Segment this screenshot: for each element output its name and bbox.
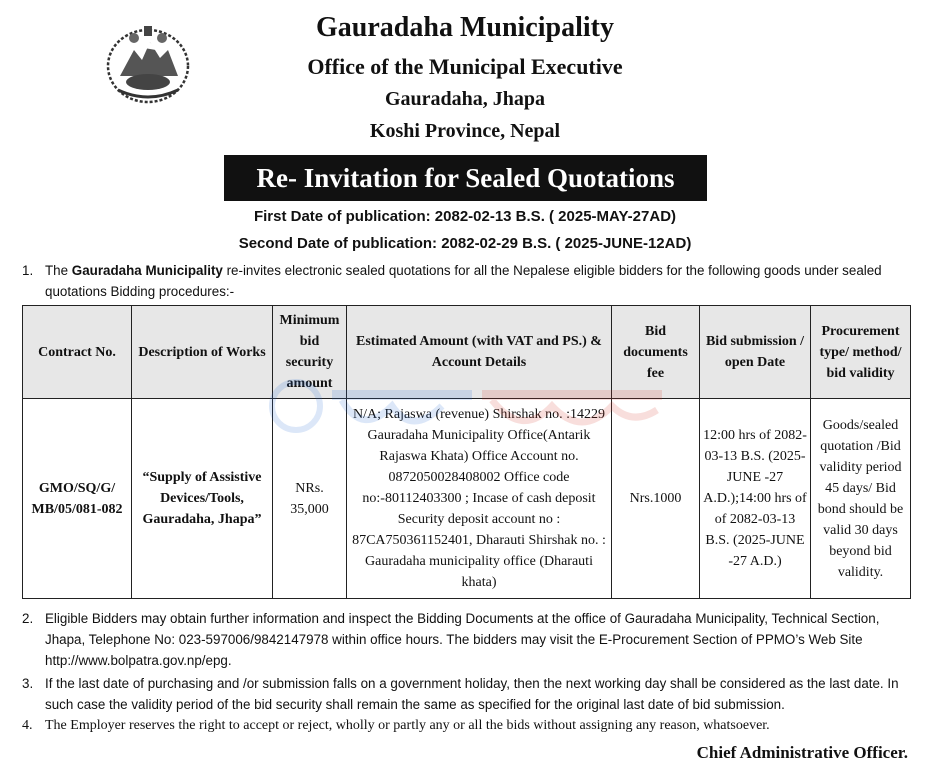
header-procurement-type: Procurement type/ method/ bid validity (811, 306, 911, 399)
second-publication-date: Second Date of publication: 2082-02-29 B.S. ( 2025-JUNE-12AD) (238, 235, 692, 252)
paragraph-1-number: 1. (22, 263, 34, 278)
cell-submission-date: 12:00 hrs of 2082-03-13 B.S. (2025-JUNE -27 A.D.);14:00 hrs of of 2082-03-13 B.S. (2025-JUNE -27 A.D.) (700, 399, 811, 599)
first-publication-date: First Date of publication: 2082-02-13 B.S. ( 2025-MAY-27AD) (253, 208, 677, 225)
paragraph-4-text: The Employer reserves the right to accept or reject, wholly or partly any or all the bids without assigning any reason, whatsoever. (45, 718, 770, 733)
paragraph-1-bold: Gauradaha Municipality (71, 263, 223, 278)
cell-contract-no: GMO/SQ/G/ MB/05/081-082 (23, 399, 132, 599)
header-bid-fee: Bid documents fee (612, 306, 700, 399)
cell-description: “Supply of Assistive Devices/Tools, Gauradaha, Jhapa” (132, 399, 273, 599)
paragraph-2-number: 2. (22, 611, 34, 626)
paragraph-4-number: 4. (22, 718, 33, 733)
paragraph-1-text: re-invites electronic sealed quotations for all the Nepalese eligible bidders for the following goods under sealed quotations Bidding procedures:- (45, 263, 882, 299)
paragraph-4 (22, 715, 914, 736)
province-line: Koshi Province, Nepal (369, 120, 561, 142)
paragraph-3 (22, 673, 914, 715)
header-submission-date: Bid submission / open Date (700, 306, 811, 399)
header-contract-no: Contract No. (23, 306, 132, 399)
notice-banner: Re- Invitation for Sealed Quotations (224, 155, 707, 201)
header-bid-security: Minimum bid security amount (273, 306, 347, 399)
paragraph-2 (22, 608, 914, 671)
cell-bid-security: NRs. 35,000 (273, 399, 347, 599)
location-line: Gauradaha, Jhapa (384, 88, 546, 110)
paragraph-3-text: If the last date of purchasing and /or submission falls on a government holiday, then the next working day shall be considered as the last date. In such case the validity period of the bid security shall remain the same as specified for the original last date of bid submission. (45, 676, 899, 712)
header-estimated-amount: Estimated Amount (with VAT and PS.) & Account Details (347, 306, 612, 399)
office-title: Office of the Municipal Executive (307, 54, 623, 79)
cell-estimated-amount: N/A; Rajaswa (revenue) Shirshak no. :14229 Gauradaha Municipality Office(Antarik Rajaswa Khata) Office Account no. 0872050028408002 Office code no:-80112403300 ; Incase of cash deposit Security deposit account no : 87CA750361152401, Dharauti Shirshak no. : Gauradaha municipality office (Dharauti khata) (347, 399, 612, 599)
cell-bid-fee: Nrs.1000 (612, 399, 700, 599)
signature-line: Chief Administrative Officer. (696, 743, 908, 762)
municipality-title: Gauradaha Municipality (316, 12, 614, 43)
header-description: Description of Works (132, 306, 273, 399)
paragraph-3-number: 3. (22, 676, 34, 691)
cell-procurement-type: Goods/sealed quotation /Bid validity period 45 days/ Bid bond should be valid 30 days beyond bid validity. (811, 399, 911, 599)
paragraph-1 (22, 260, 914, 302)
table-header-row (23, 306, 911, 399)
paragraph-2-text: Eligible Bidders may obtain further information and inspect the Bidding Documents at the office of Gauradaha Municipality, Technical Section, Jhapa, Telephone No: 023-597006/9842147978 within office hours. The bidders may visit the E-Procurement Section of PPMO’s Web Site http://www.bolpatra.gov.np/epg. (45, 611, 880, 668)
table-row (23, 399, 911, 599)
quotation-table (22, 305, 911, 599)
paragraph-1-pre: The (45, 263, 72, 278)
